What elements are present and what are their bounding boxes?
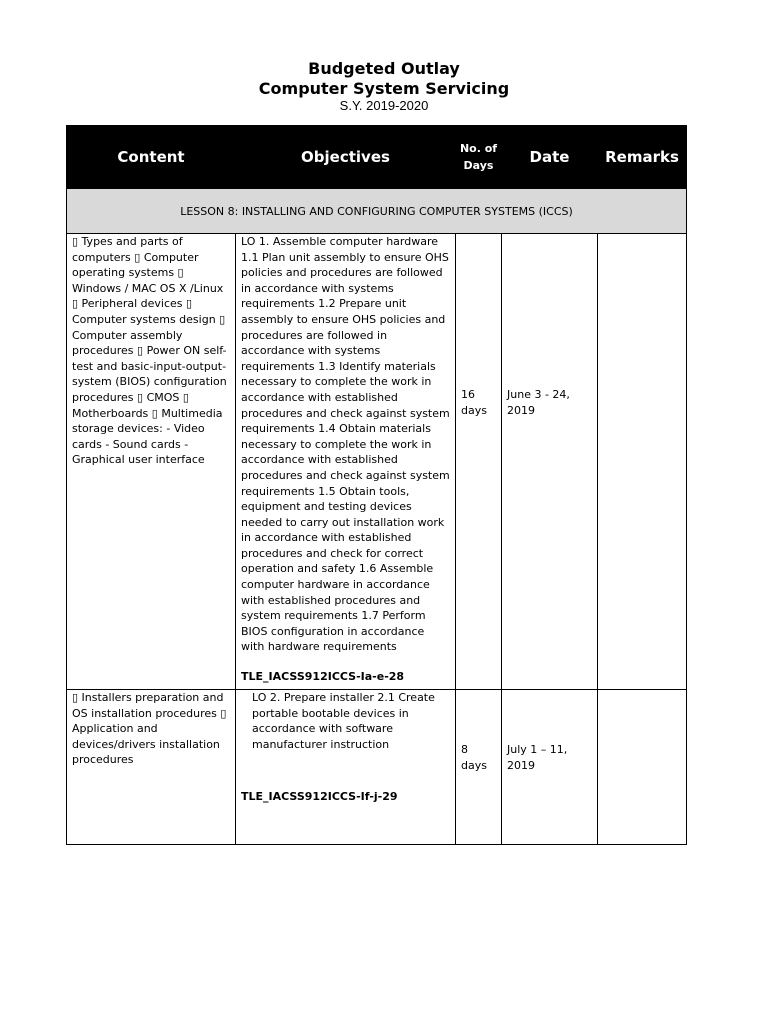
content-cell <box>67 234 236 690</box>
column-header-remarks: Remarks <box>598 126 687 189</box>
days-cell <box>456 234 502 690</box>
competency-code: TLE_IACSS912ICCS-Ia-e-28 <box>241 670 405 684</box>
column-header-content: Content <box>67 126 236 189</box>
remarks-cell <box>598 234 687 690</box>
school-year: S.Y. 2019-2020 <box>339 98 429 113</box>
date-cell <box>502 690 598 845</box>
date-text: July 1 – 11, 2019 <box>507 743 568 772</box>
objectives-text: LO 2. Prepare installer 2.1 Create portable bootable devices in accordance with software manufacturer instruction <box>252 691 435 751</box>
document-subtitle: Computer System Servicing <box>258 79 510 98</box>
content-cell <box>67 690 236 845</box>
days-text: 16 days <box>461 388 487 417</box>
date-cell <box>502 234 598 690</box>
content-text: ▯ Types and parts of computers ▯ Computer operating systems ▯ Windows / MAC OS X /Linux ▯ Peripheral devices ▯ Computer systems design ▯ Computer assembly procedures ▯ Power ON self-test and basic-input-output-system (BIOS) configuration procedures ▯ CMOS ▯ Motherboards ▯ Multimedia storage devices: - Video cards - Sound cards - Graphical user interface <box>72 235 227 467</box>
days-cell <box>456 690 502 845</box>
table-row <box>67 690 687 845</box>
content-text: ▯ Installers preparation and OS installation procedures ▯ Application and devices/drivers installation procedures <box>72 691 227 767</box>
column-header-date: Date <box>502 126 598 189</box>
objectives-text: LO 1. Assemble computer hardware 1.1 Plan unit assembly to ensure OHS policies and procedures are followed in accordance with systems requirements 1.2 Prepare unit assembly to ensure OHS policies and procedures are followed in accordance with systems requirements 1.3 Identify materials necessary to complete the work in accordance with established procedures and check against system requirements 1.4 Obtain materials necessary to complete the work in accordance with established procedures and check against system requirements 1.5 Obtain tools, equipment and testing devices needed to carry out installation work in accordance with established procedures and check for correct operation and safety 1.6 Assemble computer hardware in accordance with established procedures and system requirements 1.7 Perform BIOS configuration in accordance with hardware requirements <box>241 235 450 654</box>
remarks-cell <box>598 690 687 845</box>
date-text: June 3 - 24, 2019 <box>507 388 570 417</box>
lesson-title: LESSON 8: INSTALLING AND CONFIGURING COMPUTER SYSTEMS (ICCS) <box>67 189 687 234</box>
document-title: Budgeted Outlay <box>308 59 460 78</box>
competency-code: TLE_IACSS912ICCS-If-j-29 <box>241 790 398 804</box>
budgeted-outlay-table <box>66 125 687 845</box>
objectives-cell <box>236 234 456 690</box>
table-row <box>67 234 687 690</box>
column-header-objectives: Objectives <box>236 126 456 189</box>
table-header-row <box>67 126 687 189</box>
days-text: 8 days <box>461 743 487 772</box>
column-header-days: No. of Days <box>456 126 502 189</box>
lesson-row <box>67 189 687 234</box>
objectives-cell <box>236 690 456 845</box>
